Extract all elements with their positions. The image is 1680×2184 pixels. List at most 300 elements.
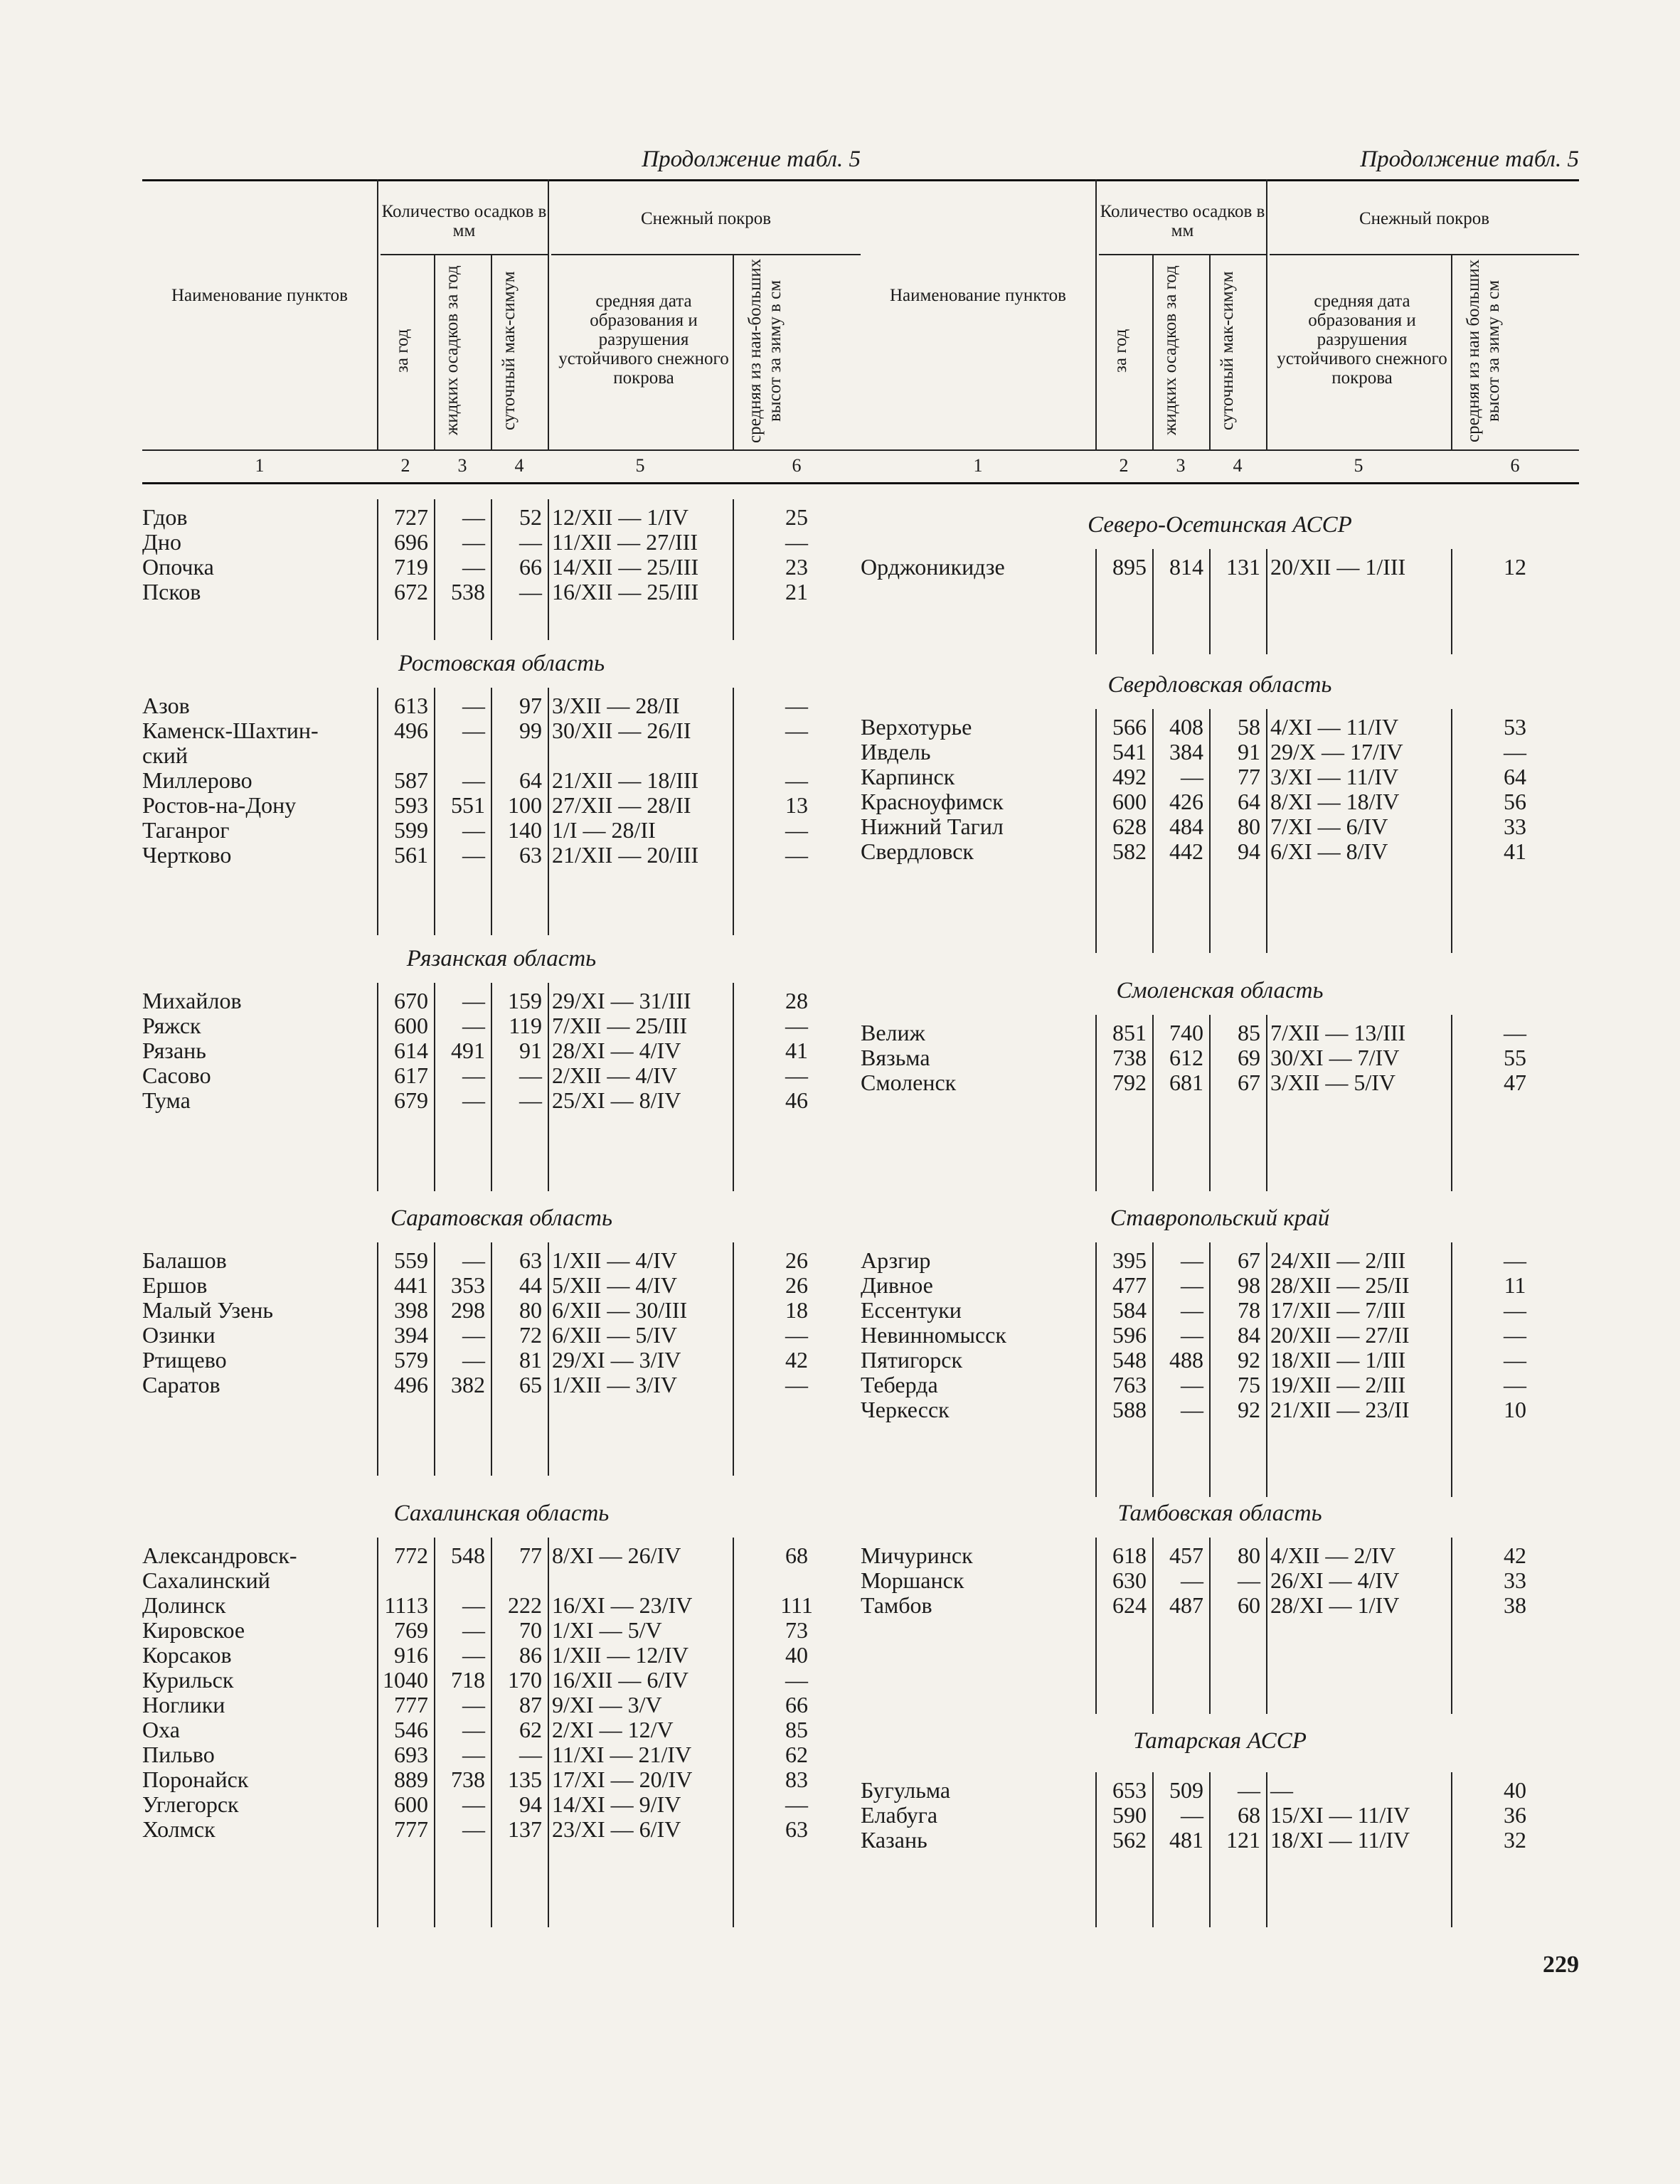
cell-max: 78: [1238, 1297, 1260, 1323]
cell-name: Верхотурье: [861, 714, 972, 740]
cell-name: Велиж: [861, 1020, 925, 1045]
section: [861, 1205, 1579, 1497]
cell-name: Нижний Тагил: [861, 814, 1004, 839]
cell-dates: 12/XII — 1/IV: [552, 504, 689, 530]
cell-max: 67: [1238, 1070, 1260, 1095]
cell-name: Тума: [142, 1087, 191, 1113]
cell-snow: —: [785, 718, 808, 743]
table-row: [861, 1348, 1579, 1373]
cell-name: Ивдель: [861, 739, 931, 765]
cell-liquid: 548: [451, 1543, 485, 1568]
cell-name: Корсаков: [142, 1642, 232, 1668]
table-row: [142, 1273, 861, 1298]
header-divider: [1152, 254, 1154, 449]
cell-dates: 28/XII — 25/II: [1270, 1272, 1410, 1298]
cell-snow: 53: [1504, 714, 1526, 740]
page-number: 229: [1543, 1951, 1579, 1978]
cell-liquid: —: [462, 1692, 485, 1717]
header-rule: [142, 449, 861, 451]
cell-dates: 14/XI — 9/IV: [552, 1791, 681, 1817]
table-row: [861, 839, 1579, 864]
cell-snow: 46: [785, 1087, 808, 1113]
cell-dates: 29/X — 17/IV: [1270, 739, 1403, 765]
cell-max: 92: [1238, 1347, 1260, 1373]
table-row: [861, 1273, 1579, 1298]
cell-dates: 17/XII — 7/III: [1270, 1297, 1406, 1323]
cell-max: 97: [519, 693, 542, 718]
cell-liquid: 384: [1169, 739, 1203, 765]
header-rule-precip: [381, 254, 548, 255]
cell-snow: 47: [1504, 1070, 1526, 1095]
cell-liquid: 457: [1169, 1543, 1203, 1568]
cell-snow: 36: [1504, 1802, 1526, 1828]
header-divider: [491, 254, 492, 449]
cell-max: 64: [1238, 789, 1260, 814]
table-row: [861, 555, 1579, 580]
cell-name: Миллерово: [142, 767, 252, 793]
header-divider: [434, 254, 435, 449]
cell-snow: 111: [780, 1592, 813, 1618]
header-name: Наименование пунктов: [890, 286, 1066, 305]
cell-year: 719: [394, 554, 428, 580]
table-row: [142, 1618, 861, 1643]
cell-name: Пятигорск: [861, 1347, 963, 1373]
cell-year: 618: [1112, 1543, 1147, 1568]
cell-year: 653: [1112, 1777, 1147, 1803]
header-col5: средняя дата образования и разрушения устойчивого снежного покрова: [1277, 292, 1447, 388]
header-rule-precip: [1099, 254, 1266, 255]
cell-liquid: 509: [1169, 1777, 1203, 1803]
header-name: Наименование пунктов: [171, 286, 348, 305]
table-row: [142, 693, 861, 718]
cell-name: ский: [142, 742, 188, 768]
section: [861, 512, 1579, 654]
table-row: [142, 768, 861, 793]
cell-year: 727: [394, 504, 428, 530]
cell-snow: 13: [785, 792, 808, 818]
cell-dates: 30/XII — 26/II: [552, 718, 691, 743]
cell-max: 64: [519, 767, 542, 793]
section: [142, 1501, 861, 1927]
cell-liquid: 488: [1169, 1347, 1203, 1373]
table-row: [142, 505, 861, 530]
column-number: 5: [1354, 455, 1363, 476]
column-number: 2: [1119, 455, 1129, 476]
table-row: [142, 1063, 861, 1088]
cell-liquid: 426: [1169, 789, 1203, 814]
table-row: [861, 715, 1579, 740]
cell-liquid: 491: [451, 1038, 485, 1063]
section: [142, 651, 861, 935]
cell-dates: 21/XII — 20/III: [552, 842, 699, 868]
cell-year: 584: [1112, 1297, 1147, 1323]
cell-dates: 20/XII — 1/III: [1270, 554, 1406, 580]
cell-max: 87: [519, 1692, 542, 1717]
cell-name: Вязьма: [861, 1045, 930, 1070]
cell-dates: 3/XII — 28/II: [552, 693, 680, 718]
cell-max: 131: [1226, 554, 1260, 580]
cell-liquid: —: [462, 1791, 485, 1817]
header-divider: [1095, 179, 1097, 449]
header-rule: [861, 449, 1579, 451]
cell-name: Поронайск: [142, 1767, 249, 1792]
table-row: [142, 1767, 861, 1792]
cell-liquid: —: [462, 718, 485, 743]
rows: [861, 715, 1579, 864]
header-snow-group: Снежный покров: [640, 209, 772, 228]
cell-max: 44: [519, 1272, 542, 1298]
cell-name: Курильск: [142, 1667, 234, 1693]
table-row: [142, 793, 861, 818]
cell-dates: 7/XII — 13/III: [1270, 1020, 1406, 1045]
cell-liquid: 738: [451, 1767, 485, 1792]
cell-name: Ессентуки: [861, 1297, 962, 1323]
cell-dates: 28/XI — 4/IV: [552, 1038, 681, 1063]
cell-dates: 3/XII — 5/IV: [1270, 1070, 1395, 1095]
section-title: Сахалинская область: [393, 1501, 610, 1526]
cell-dates: 28/XI — 1/IV: [1270, 1592, 1400, 1618]
cell-max: 135: [508, 1767, 542, 1792]
cell-liquid: —: [462, 1592, 485, 1618]
cell-year: 613: [394, 693, 428, 718]
cell-name: Кировское: [142, 1617, 245, 1643]
cell-name: Опочка: [142, 554, 214, 580]
header-col6: средняя из наи-больших высот за зиму в см: [745, 258, 785, 443]
cell-dates: 21/XII — 23/II: [1270, 1397, 1410, 1422]
cell-dates: 24/XII — 2/III: [1270, 1247, 1406, 1273]
cell-max: 52: [519, 504, 542, 530]
cell-name: Углегорск: [142, 1791, 239, 1817]
cell-dates: 11/XII — 27/III: [552, 529, 698, 555]
cell-liquid: —: [462, 1717, 485, 1742]
cell-liquid: —: [1181, 1272, 1203, 1298]
section-title: Северо-Осетинская АССР: [1088, 512, 1352, 538]
cell-year: 587: [394, 767, 428, 793]
cell-name: Михайлов: [142, 988, 242, 1013]
cell-max: 94: [1238, 838, 1260, 864]
cell-dates: 8/XI — 26/IV: [552, 1543, 681, 1568]
cell-max: 99: [519, 718, 542, 743]
cell-liquid: 814: [1169, 554, 1203, 580]
cell-max: 68: [1238, 1802, 1260, 1828]
header-bottom-rule: [142, 482, 861, 484]
cell-snow: 38: [1504, 1592, 1526, 1618]
cell-year: 628: [1112, 814, 1147, 839]
table-row: [142, 1717, 861, 1742]
cell-liquid: 551: [451, 792, 485, 818]
cell-snow: 12: [1504, 554, 1526, 580]
cell-year: 895: [1112, 554, 1147, 580]
cell-year: 492: [1112, 764, 1147, 789]
cell-dates: 8/XI — 18/IV: [1270, 789, 1400, 814]
cell-dates: 2/XII — 4/IV: [552, 1062, 677, 1088]
column-number: 6: [1510, 455, 1520, 476]
cell-liquid: —: [462, 1062, 485, 1088]
cell-dates: 30/XI — 7/IV: [1270, 1045, 1400, 1070]
cell-snow: 11: [1504, 1272, 1526, 1298]
section-title: Ростовская область: [398, 651, 605, 676]
cell-year: 772: [394, 1543, 428, 1568]
cell-liquid: —: [1181, 1397, 1203, 1422]
cell-name: Арзгир: [861, 1247, 931, 1273]
cell-dates: 4/XI — 11/IV: [1270, 714, 1399, 740]
cell-name: Карпинск: [861, 764, 955, 789]
cell-name: Азов: [142, 693, 190, 718]
cell-snow: 64: [1504, 764, 1526, 789]
rows: [861, 1543, 1579, 1618]
table-row: [861, 765, 1579, 789]
cell-dates: 25/XI — 8/IV: [552, 1087, 681, 1113]
cell-year: 559: [394, 1247, 428, 1273]
cell-liquid: —: [462, 842, 485, 868]
header-col4: суточный мак-симум: [499, 271, 519, 430]
cell-liquid: 538: [451, 579, 485, 604]
cell-year: 548: [1112, 1347, 1147, 1373]
cell-name: Красноуфимск: [861, 789, 1004, 814]
cell-year: 777: [394, 1816, 428, 1842]
cell-liquid: —: [1181, 1322, 1203, 1348]
cell-liquid: 481: [1169, 1827, 1203, 1853]
cell-snow: 40: [785, 1642, 808, 1668]
cell-name: Рязань: [142, 1038, 206, 1063]
cell-snow: 32: [1504, 1827, 1526, 1853]
cell-liquid: —: [1181, 1802, 1203, 1828]
cell-dates: 17/XI — 20/IV: [552, 1767, 693, 1792]
rows: [142, 1543, 861, 1842]
cell-max: 80: [519, 1297, 542, 1323]
table-row: [142, 1568, 861, 1593]
table-row: [142, 1543, 861, 1568]
cell-dates: 1/I — 28/II: [552, 817, 656, 843]
cell-max: 66: [519, 554, 542, 580]
header-divider: [733, 254, 734, 449]
cell-year: 624: [1112, 1592, 1147, 1618]
section: [142, 498, 861, 640]
table-row: [142, 1643, 861, 1668]
cell-dates: 4/XII — 2/IV: [1270, 1543, 1395, 1568]
section: [861, 672, 1579, 953]
cell-year: 738: [1112, 1045, 1147, 1070]
section-title: Тамбовская область: [1117, 1501, 1322, 1526]
cell-year: 679: [394, 1087, 428, 1113]
cell-max: 60: [1238, 1592, 1260, 1618]
cell-year: 614: [394, 1038, 428, 1063]
cell-dates: 27/XII — 28/II: [552, 792, 691, 818]
cell-liquid: 484: [1169, 814, 1203, 839]
cell-snow: 56: [1504, 789, 1526, 814]
cell-max: 84: [1238, 1322, 1260, 1348]
cell-liquid: —: [462, 1087, 485, 1113]
cell-year: 777: [394, 1692, 428, 1717]
header-col2: за год: [393, 329, 412, 373]
table-row: [142, 1298, 861, 1323]
cell-max: —: [519, 1087, 542, 1113]
table-row: [861, 789, 1579, 814]
cell-snow: —: [785, 1791, 808, 1817]
header-rule-snow: [551, 254, 861, 255]
cell-max: 85: [1238, 1020, 1260, 1045]
cell-max: —: [519, 529, 542, 555]
cell-dates: 6/XII — 30/III: [552, 1297, 688, 1323]
cell-name: Сасово: [142, 1062, 211, 1088]
cell-dates: 1/XII — 3/IV: [552, 1372, 677, 1397]
cell-snow: —: [785, 1372, 808, 1397]
cell-max: 119: [509, 1013, 542, 1038]
cell-name: Ноглики: [142, 1692, 225, 1717]
cell-snow: —: [785, 817, 808, 843]
cell-dates: 14/XII — 25/III: [552, 554, 699, 580]
table-row: [142, 743, 861, 768]
cell-year: 670: [394, 988, 428, 1013]
table-row: [142, 718, 861, 743]
cell-year: 562: [1112, 1827, 1147, 1853]
table-row: [142, 843, 861, 868]
table-row: [142, 1668, 861, 1693]
table-row: [142, 818, 861, 843]
table-header: [142, 179, 861, 449]
table-row: [142, 1373, 861, 1397]
table-row: [142, 1013, 861, 1038]
cell-liquid: —: [1181, 1567, 1203, 1593]
cell-snow: 66: [785, 1692, 808, 1717]
cell-snow: —: [785, 693, 808, 718]
cell-max: —: [519, 579, 542, 604]
cell-name: Елабуга: [861, 1802, 938, 1828]
table-row: [861, 1248, 1579, 1273]
cell-year: 600: [1112, 789, 1147, 814]
cell-name: Малый Узень: [142, 1297, 273, 1323]
cell-name: Псков: [142, 579, 201, 604]
cell-max: 222: [508, 1592, 542, 1618]
cell-max: —: [519, 1742, 542, 1767]
rows: [861, 1778, 1579, 1853]
cell-max: 94: [519, 1791, 542, 1817]
cell-max: 80: [1238, 1543, 1260, 1568]
cell-snow: —: [1504, 1347, 1526, 1373]
cell-name: Балашов: [142, 1247, 227, 1273]
cell-name: Ершов: [142, 1272, 208, 1298]
rows: [142, 989, 861, 1113]
cell-dates: 29/XI — 31/III: [552, 988, 691, 1013]
rows: [861, 1021, 1579, 1095]
cell-name: Каменск-Шахтин-: [142, 718, 319, 743]
cell-max: 63: [519, 842, 542, 868]
cell-dates: 16/XI — 23/IV: [552, 1592, 693, 1618]
cell-max: 63: [519, 1247, 542, 1273]
cell-dates: 1/XII — 12/IV: [552, 1642, 689, 1668]
column-number: 1: [973, 455, 983, 476]
section-title: Смоленская область: [1116, 978, 1324, 1003]
table-row: [861, 1593, 1579, 1618]
cell-max: —: [1238, 1567, 1260, 1593]
header-divider: [548, 179, 549, 449]
rows: [142, 1248, 861, 1397]
cell-max: 70: [519, 1617, 542, 1643]
table-row: [142, 1693, 861, 1717]
continuation-label: Продолжение табл. 5: [1360, 147, 1579, 172]
cell-name: Дивное: [861, 1272, 933, 1298]
cell-max: 121: [1226, 1827, 1260, 1853]
table-row: [142, 1038, 861, 1063]
cell-snow: 62: [785, 1742, 808, 1767]
cell-dates: 21/XII — 18/III: [552, 767, 699, 793]
cell-year: 672: [394, 579, 428, 604]
cell-year: 916: [394, 1642, 428, 1668]
cell-year: 496: [394, 718, 428, 743]
cell-dates: 7/XII — 25/III: [552, 1013, 688, 1038]
header-col6: средняя из наи больших высот за зиму в см: [1464, 259, 1503, 442]
cell-snow: 68: [785, 1543, 808, 1568]
cell-max: 72: [519, 1322, 542, 1348]
table-row: [861, 1045, 1579, 1070]
cell-snow: —: [785, 1013, 808, 1038]
cell-liquid: —: [462, 529, 485, 555]
table-row: [142, 1088, 861, 1113]
cell-snow: 42: [785, 1347, 808, 1373]
cell-liquid: —: [462, 693, 485, 718]
cell-year: 599: [394, 817, 428, 843]
cell-year: 596: [1112, 1322, 1147, 1348]
cell-year: 693: [394, 1742, 428, 1767]
cell-dates: 15/XI — 11/IV: [1270, 1802, 1410, 1828]
table-row: [861, 1070, 1579, 1095]
cell-dates: 5/XII — 4/IV: [552, 1272, 677, 1298]
header-divider: [1451, 254, 1452, 449]
rows: [142, 693, 861, 868]
cell-year: 546: [394, 1717, 428, 1742]
continuation-label: Продолжение табл. 5: [642, 147, 861, 172]
cell-max: 137: [508, 1816, 542, 1842]
cell-snow: 55: [1504, 1045, 1526, 1070]
column-number: 6: [792, 455, 802, 476]
cell-snow: —: [1504, 1322, 1526, 1348]
cell-dates: 18/XII — 1/III: [1270, 1347, 1406, 1373]
table-row: [861, 1828, 1579, 1853]
cell-snow: —: [785, 767, 808, 793]
header-divider: [1266, 179, 1267, 449]
cell-max: 100: [508, 792, 542, 818]
cell-snow: 25: [785, 504, 808, 530]
cell-name: Озинки: [142, 1322, 216, 1348]
cell-year: 769: [394, 1617, 428, 1643]
table-row: [142, 1593, 861, 1618]
cell-year: 579: [394, 1347, 428, 1373]
cell-dates: 9/XI — 3/V: [552, 1692, 662, 1717]
cell-liquid: —: [462, 988, 485, 1013]
cell-liquid: —: [462, 1013, 485, 1038]
table-row: [861, 814, 1579, 839]
cell-name: Смоленск: [861, 1070, 957, 1095]
cell-name: Ртищево: [142, 1347, 227, 1373]
cell-snow: 63: [785, 1816, 808, 1842]
table-row: [142, 1248, 861, 1273]
cell-name: Мичуринск: [861, 1543, 973, 1568]
table-row: [142, 1348, 861, 1373]
column-number: 2: [400, 455, 410, 476]
table-row: [861, 1803, 1579, 1828]
table-header: [861, 179, 1579, 449]
cell-liquid: —: [1181, 1247, 1203, 1273]
column-number: 3: [1176, 455, 1186, 476]
cell-dates: 20/XII — 27/II: [1270, 1322, 1410, 1348]
cell-dates: 7/XI — 6/IV: [1270, 814, 1388, 839]
table-row: [861, 1543, 1579, 1568]
cell-max: 170: [508, 1667, 542, 1693]
cell-snow: 21: [785, 579, 808, 604]
cell-liquid: 298: [451, 1297, 485, 1323]
header-col3: жидких осадков за год: [442, 265, 462, 436]
table-row: [142, 580, 861, 604]
